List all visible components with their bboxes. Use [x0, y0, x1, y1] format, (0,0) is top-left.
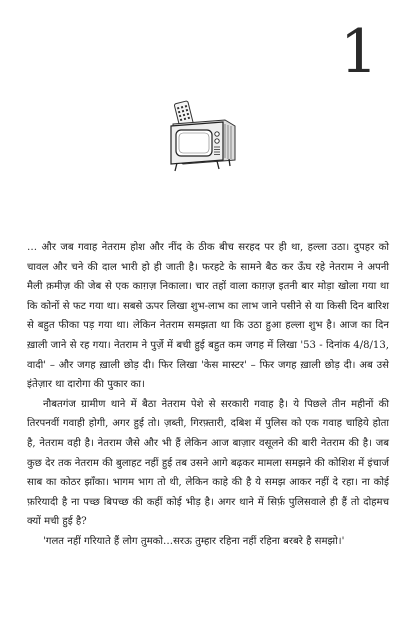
paragraph-2: नौबतगंज ग्रामीण थाने में बैठा नेतराम पेशे से सरकारी गवाह है। ये पिछले तीन महीनों की तिरपनवीं गवाही होगी, अगर हुई तो। ज़ब्ती, गिरफ़्तारी, दबिश में पुलिस को एक गवाह चाहिये होता है, नेतराम वही है। नेतराम जैसे और भी हैं लेकिन आज बाज़ार वसूलने की बारी नेतराम की है। जब कुछ देर तक नेतराम की बुलाहट नहीं हुई तब उसने आगे बढ़कर मामला समझने की कोशिश में इंचार्ज साब का कोठर झाँका। भागम भाग तो थी, लेकिन काहे की है ये समझ आकर नहीं दे रहा। ना कोई फ़रियादी है ना पच्छ बिपच्छ की कहीं कोई भीड़ है। अगर थाने में सिर्फ़ पुलिसवाले ही हैं तो दोहमच क्यों मची हुई है? [27, 398, 389, 528]
chapter-body-text [27, 238, 389, 552]
paragraph-1: … और जब गवाह नेतराम होश और नींद के ठीक बीच सरहद पर ही था, हल्ला उठा। दुपहर को चावल और चने की दाल भारी हो ही जाती है। फरहटे के सामने बैठ कर ऊँघ रहे नेतराम ने अपनी मैली क़मीज़ की जेब से एक काग़ज़ निकाला। चार तहों वाला काग़ज़ इतनी बार मोड़ा खोला गया था कि कोनों से फट गया था। सबसे ऊपर लिखा शुभ-लाभ का लाभ जाने पसीने से या किसी दिन बारिश से बहुत फीका पड़ गया था। लेकिन नेतराम समझता था कि उठा हुआ हल्ला शुभ है। आज का दिन ख़ाली जाने से रह गया। नेतराम ने पुर्ज़े में बची हुई बहुत कम जगह में लिखा '53 - दिनांक 4/8/13, वादी' – और जगह ख़ाली छोड़ दी। फिर लिखा 'केस मास्टर' – फिर जगह ख़ाली छोड़ दी। अब उसे इंतेज़ार था दारोगा की पुकार का। [27, 242, 389, 391]
paragraph-3: 'गलत नहीं गरियाते हैं लोग तुमको…सरऊ तुम्हार रहिना नहीं रहिना बरबरे है समझो।' [43, 535, 345, 547]
chapter-number: 1 [339, 17, 378, 87]
television-icon [163, 100, 241, 172]
